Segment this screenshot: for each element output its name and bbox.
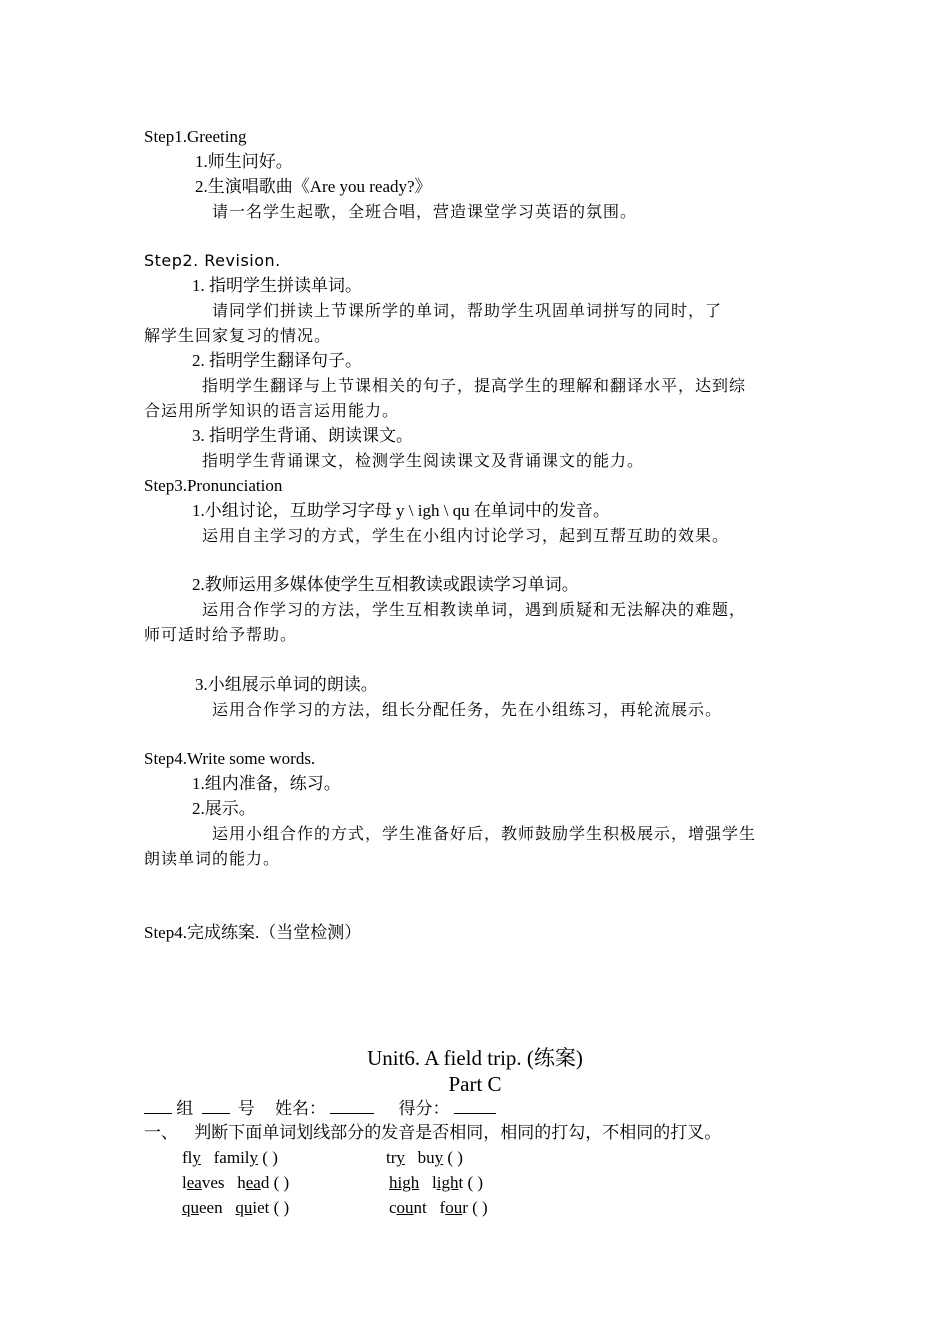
score-label: 得分：	[398, 1099, 450, 1118]
group-blank[interactable]	[144, 1097, 172, 1114]
word-part: d	[260, 1173, 270, 1192]
step3-note2-line1: 运用合作学习的方法，学生互相教读单词，遇到质疑和无法解决的难题，	[202, 600, 747, 619]
step1-item1: 1.师生问好。	[195, 152, 293, 171]
step2-note1-line2: 解学生回家复习的情况。	[144, 326, 332, 345]
word-pair-6	[389, 1197, 488, 1219]
step2-item1: 1. 指明学生拼读单词。	[192, 276, 362, 295]
word-part: fl	[182, 1148, 193, 1167]
step3-item2: 2.教师运用多媒体使学生互相教读或跟读学习单词。	[192, 575, 579, 594]
step2-note3: 指明学生背诵课文，检测学生阅读课文及背诵课文的能力。	[202, 451, 645, 470]
score-blank[interactable]	[454, 1097, 496, 1114]
question1-number: 一、	[144, 1123, 178, 1142]
word-underlined: y	[192, 1148, 201, 1167]
step3-note1: 运用自主学习的方式，学生在小组内讨论学习，起到互帮互助的效果。	[202, 526, 730, 545]
number-label: 号	[237, 1099, 255, 1118]
step2-title: Step2. Revision.	[144, 251, 281, 270]
step2-note2-line2: 合运用所学知识的语言运用能力。	[144, 401, 400, 420]
answer-blank[interactable]: ( )	[467, 1173, 484, 1192]
step5-title: Step4.完成练案.（当堂检测）	[144, 923, 362, 942]
step3-title: Step3.Pronunciation	[144, 476, 283, 495]
student-info-row	[144, 1097, 496, 1120]
number-blank[interactable]	[202, 1097, 230, 1114]
word-part: bu	[417, 1148, 435, 1167]
worksheet-title: Unit6. A field trip. (练案)	[367, 1046, 583, 1070]
step3-note2-line2: 师可适时给予帮助。	[144, 625, 298, 644]
word-part: c	[389, 1198, 397, 1217]
word-underlined: y	[249, 1148, 259, 1167]
word-part: r	[462, 1198, 468, 1217]
step1-note: 请一名学生起歌，全班合唱，营造课堂学习英语的氛围。	[212, 202, 638, 221]
step3-item1: 1.小组讨论，互助学习字母 y \ igh \ qu 在单词中的发音。	[192, 501, 610, 520]
word-pair-5	[182, 1197, 289, 1219]
word-part: l	[431, 1173, 437, 1192]
question1-text: 判断下面单词划线部分的发音是否相同，相同的打勾，不相同的打叉。	[194, 1123, 722, 1142]
step1-title: Step1.Greeting	[144, 127, 247, 146]
word-part: een	[199, 1198, 223, 1217]
word-pair-3	[182, 1172, 289, 1194]
word-underlined: ea	[186, 1173, 202, 1192]
answer-blank[interactable]: ( )	[262, 1148, 278, 1167]
word-part: iet	[252, 1198, 270, 1217]
answer-blank[interactable]: ( )	[273, 1173, 290, 1192]
word-part: h	[237, 1173, 246, 1192]
step3-note3: 运用合作学习的方法，组长分配任务，先在小组练习，再轮流展示。	[212, 700, 723, 719]
word-part: f	[439, 1198, 446, 1217]
word-underlined: y	[396, 1148, 405, 1167]
step2-note2-line1: 指明学生翻译与上节课相关的句子，提高学生的理解和翻译水平，达到综	[202, 376, 747, 395]
word-underlined: high	[389, 1173, 420, 1192]
word-underlined: igh	[436, 1173, 459, 1192]
answer-blank[interactable]: ( )	[472, 1198, 488, 1217]
answer-blank[interactable]: ( )	[273, 1198, 290, 1217]
group-label: 组	[176, 1099, 194, 1118]
word-underlined: ea	[245, 1173, 261, 1192]
name-label: 姓名：	[275, 1099, 326, 1118]
word-underlined: qu	[235, 1198, 253, 1217]
word-part: famil	[213, 1148, 250, 1167]
word-part: nt	[413, 1198, 427, 1217]
worksheet-subtitle: Part C	[448, 1072, 502, 1096]
word-part: l	[182, 1173, 187, 1192]
step3-item3: 3.小组展示单词的朗读。	[195, 675, 378, 694]
answer-blank[interactable]: ( )	[447, 1148, 463, 1167]
word-part: t	[458, 1173, 464, 1192]
step4-note-line2: 朗读单词的能力。	[144, 849, 281, 868]
step4-title: Step4.Write some words.	[144, 749, 316, 768]
step4-item2: 2.展示。	[192, 799, 256, 818]
step2-item3: 3. 指明学生背诵、朗读课文。	[192, 426, 413, 445]
step1-item2: 2.生演唱歌曲《Are you ready?》	[195, 177, 432, 196]
word-underlined: qu	[182, 1198, 199, 1217]
step4-item1: 1.组内准备，练习。	[192, 774, 341, 793]
name-blank[interactable]	[330, 1097, 374, 1114]
word-pair-1	[182, 1147, 278, 1169]
word-underlined: y	[434, 1148, 444, 1167]
step4-note-line1: 运用小组合作的方式，学生准备好后，教师鼓励学生积极展示，增强学生	[212, 824, 757, 843]
word-part: ves	[201, 1173, 225, 1192]
question1	[144, 1122, 721, 1144]
word-underlined: ou	[445, 1198, 463, 1217]
word-pair-2	[386, 1147, 463, 1169]
step2-note1-line1: 请同学们拼读上节课所学的单词，帮助学生巩固单词拼写的同时，了	[212, 301, 723, 320]
step2-item2: 2. 指明学生翻译句子。	[192, 351, 362, 370]
word-underlined: ou	[396, 1198, 414, 1217]
word-part: tr	[386, 1148, 397, 1167]
word-pair-4	[389, 1172, 483, 1194]
